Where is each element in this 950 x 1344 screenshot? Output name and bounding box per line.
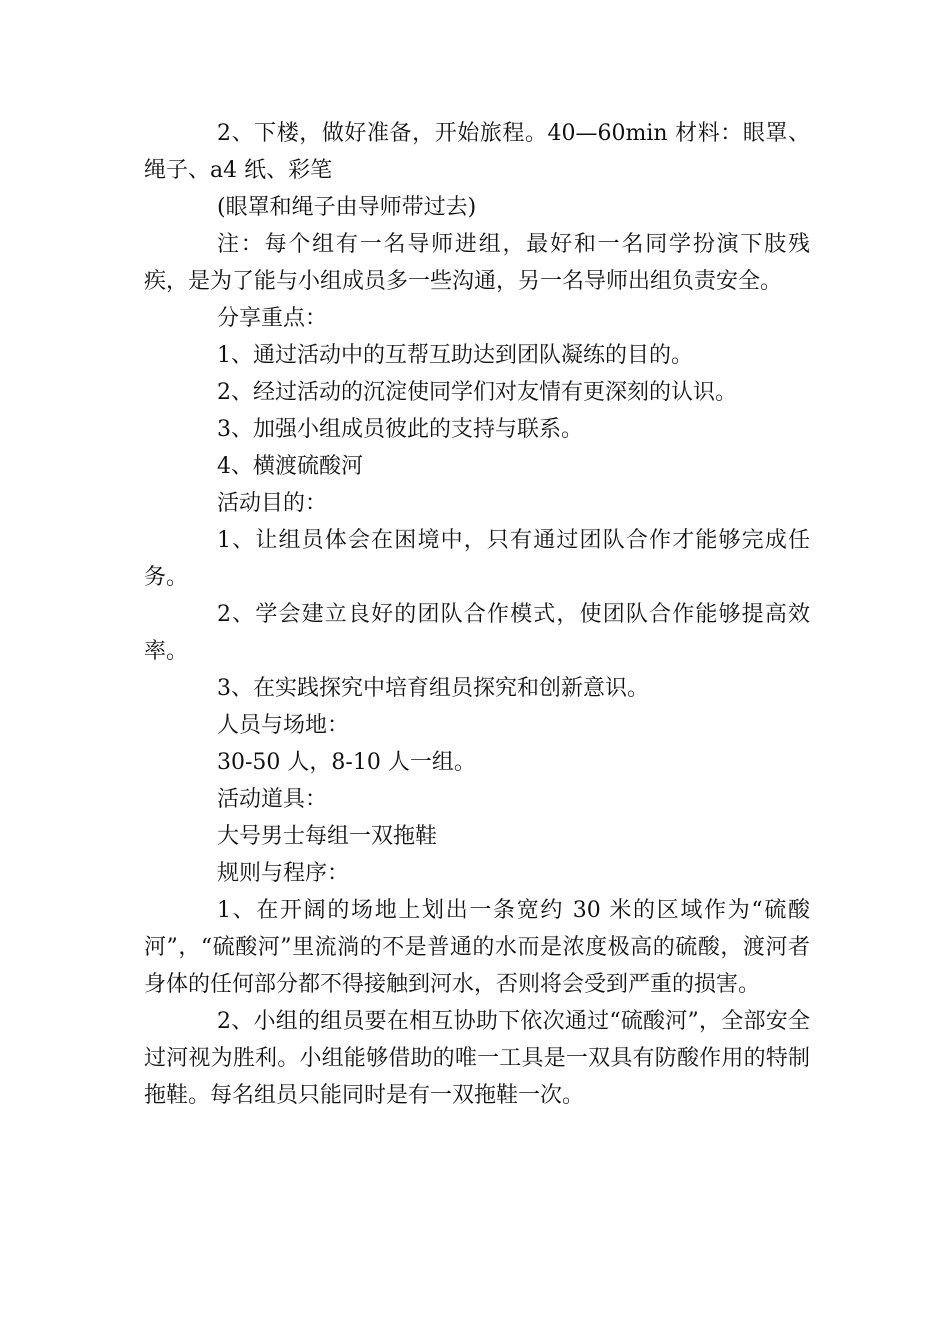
list-item-rule-2: 2、小组的组员要在相互协助下依次通过“硫酸河”，全部安全过河视为胜利。小组能够借助的唯一工具是一双具有防酸作用的特制拖鞋。每名组员只能同时是有一双拖鞋一次。 — [144, 1009, 810, 1108]
document-body — [144, 115, 810, 1114]
list-item-sharing-1: 1、通过活动中的互帮互助达到团队凝练的目的。 — [217, 343, 693, 368]
heading-rules: 规则与程序： — [217, 861, 350, 886]
list-item-sharing-2: 2、经过活动的沉淀使同学们对友情有更深刻的认识。 — [217, 380, 737, 405]
paragraph-mentor-note: 注：每个组有一名导师进组，最好和一名同学扮演下肢残疾，是为了能与小组成员多一些沟通，另一名导师出组负责安全。 — [144, 232, 810, 294]
list-item-sharing-3: 3、加强小组成员彼此的支持与联系。 — [217, 417, 583, 442]
list-item-rule-1: 1、在开阔的场地上划出一条宽约 30 米的区域作为“硫酸河”，“硫酸河”里流淌的不是普通的水而是浓度极高的硫酸，渡河者身体的任何部分都不得接触到河水，否则将会受到严重的损害。 — [144, 898, 810, 997]
list-item-purpose-3: 3、在实践探究中培育组员探究和创新意识。 — [217, 676, 649, 701]
list-item-purpose-1: 1、让组员体会在困境中，只有通过团队合作才能够完成任务。 — [144, 528, 810, 590]
heading-props: 活动道具： — [217, 787, 328, 812]
list-item-purpose-2: 2、学会建立良好的团队合作模式，使团队合作能够提高效率。 — [144, 602, 810, 664]
paragraph-people-count: 30-50 人，8-10 人一组。 — [217, 750, 476, 775]
paragraph-step-2-materials: 2、下楼，做好准备，开始旅程。40—60min 材料：眼罩、绳子、a4 纸、彩笔 — [144, 121, 810, 183]
paragraph-materials-note: (眼罩和绳子由导师带过去) — [217, 195, 477, 220]
heading-activity-purpose: 活动目的： — [217, 491, 328, 516]
heading-people-venue: 人员与场地： — [217, 713, 350, 738]
heading-activity-4: 4、横渡硫酸河 — [217, 454, 363, 479]
paragraph-props: 大号男士每组一双拖鞋 — [217, 824, 438, 849]
heading-sharing-points: 分享重点： — [217, 306, 328, 331]
